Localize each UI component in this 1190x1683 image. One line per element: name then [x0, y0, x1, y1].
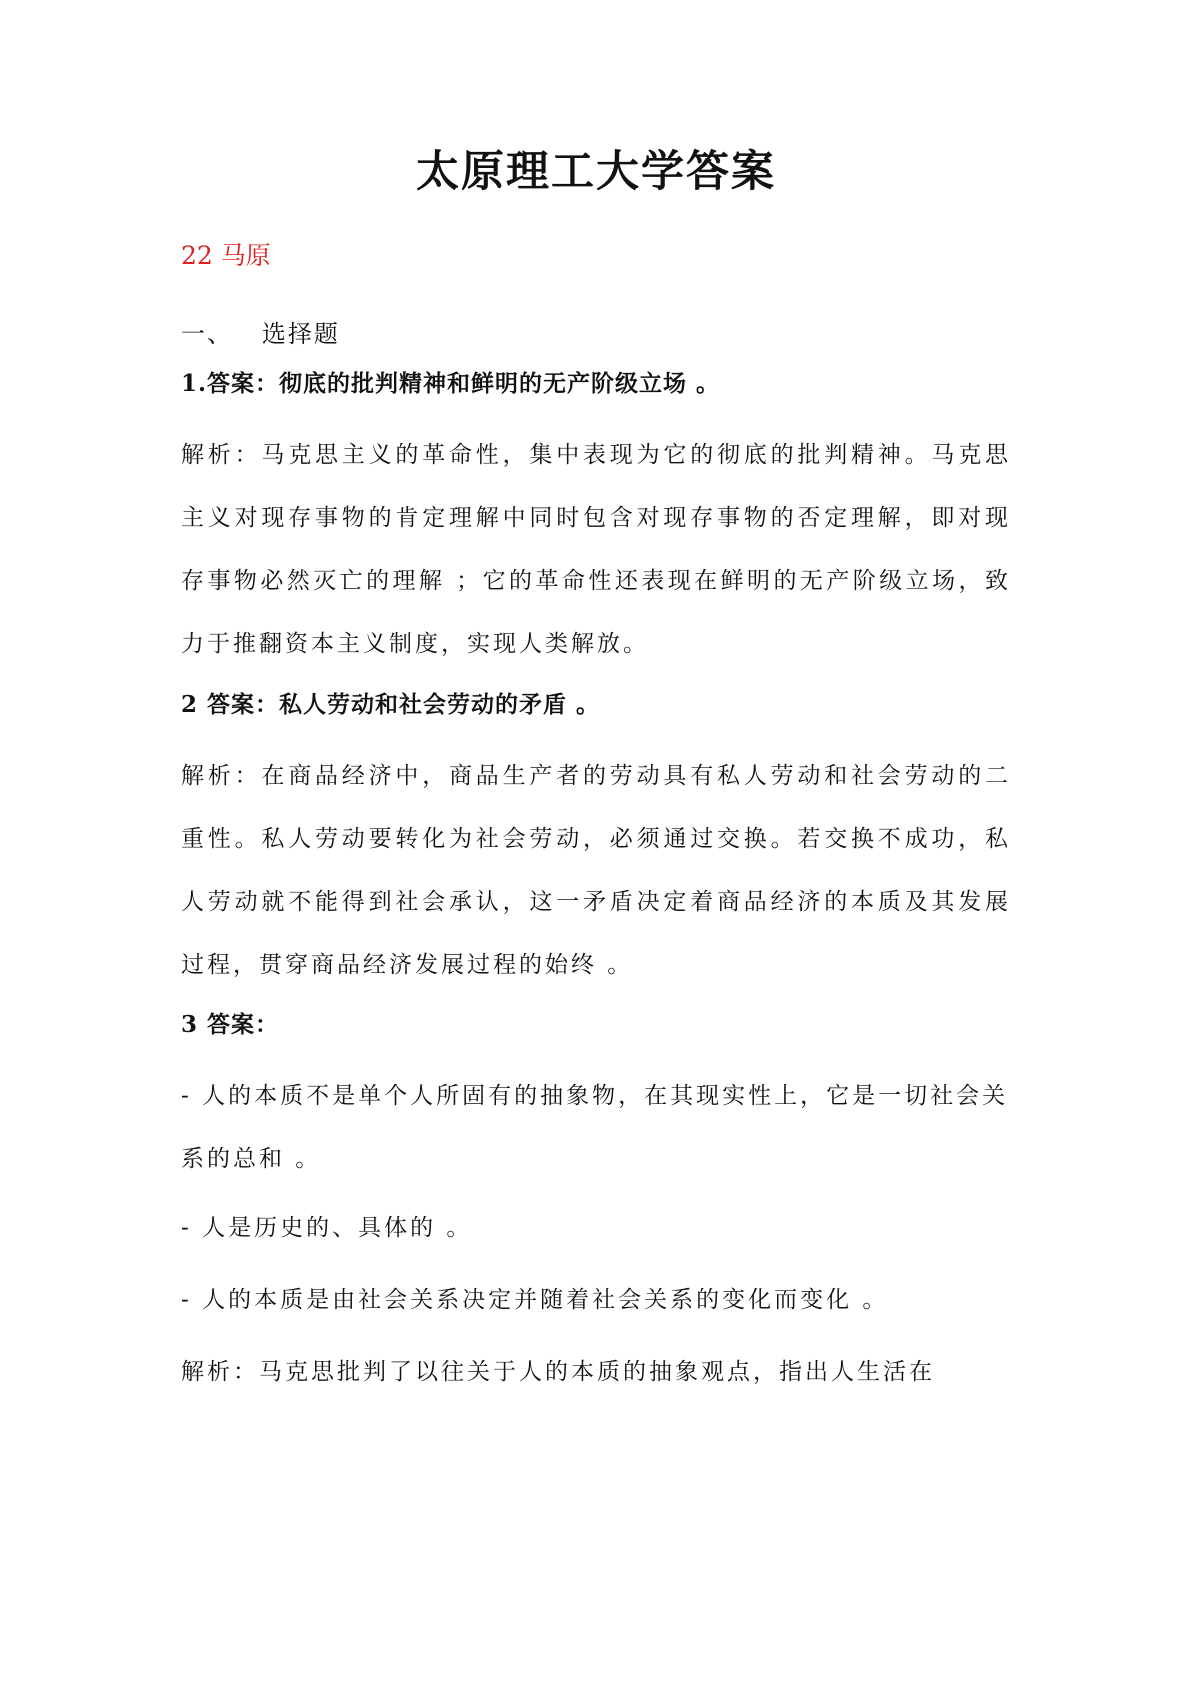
answer-3-point-3: - 人的本质是由社会关系决定并随着社会关系的变化而变化 。: [181, 1287, 889, 1313]
answer-3: 3 答案：: [181, 1011, 280, 1038]
answer-3-point-2: - 人是历史的、具体的 。: [181, 1215, 473, 1241]
answer-1: 1.答案：彻底的批判精神和鲜明的无产阶级立场 。: [181, 370, 721, 397]
page-title: 太原理工大学答案: [416, 147, 776, 197]
analysis-3: 解析：马克思批判了以往关于人的本质的抽象观点，指出人生活在: [181, 1359, 935, 1385]
answer-2: 2 答案：私人劳动和社会劳动的矛盾 。: [181, 691, 601, 718]
answer-3-point-1: - 人的本质不是单个人所固有的抽象物，在其现实性上，它是一切社会关系的总和 。: [181, 1083, 1009, 1172]
section-heading: 一、 选择题: [181, 320, 340, 348]
analysis-1: 解析：马克思主义的革命性，集中表现为它的彻底的批判精神。马克思主义对现存事物的肯定理解中同时包含对现存事物的否定理解，即对现存事物必然灭亡的理解 ；它的革命性还表现在鲜明的无产阶级立场，致力于推翻资本主义制度，实现人类解放。: [181, 442, 1011, 657]
course-label: 22 马原: [181, 241, 271, 270]
analysis-2: 解析：在商品经济中，商品生产者的劳动具有私人劳动和社会劳动的二重性。私人劳动要转化为社会劳动，必须通过交换。若交换不成功，私人劳动就不能得到社会承认，这一矛盾决定着商品经济的本质及其发展过程，贯穿商品经济发展过程的始终 。: [181, 763, 1011, 978]
